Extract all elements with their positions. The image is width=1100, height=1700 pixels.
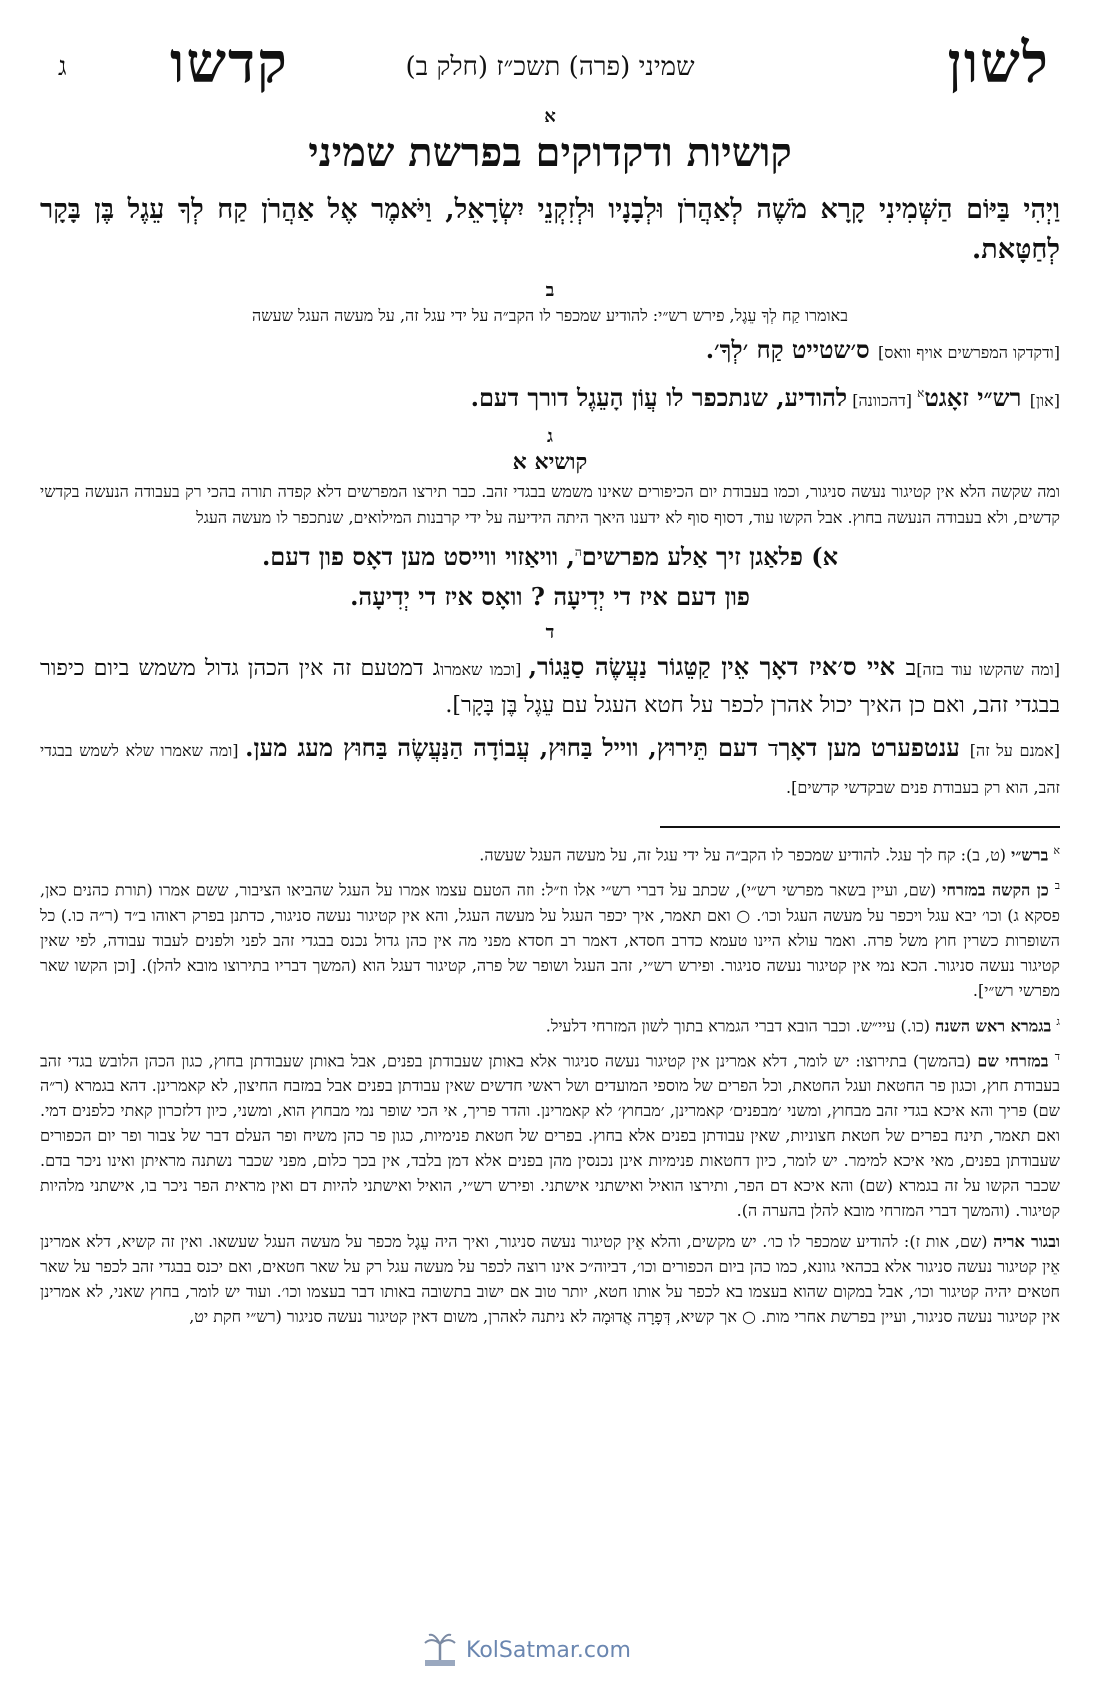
watermark-logo: [420, 1628, 680, 1672]
section-marker-a: א: [544, 106, 556, 127]
kushya-line-1-rest: , וויאַזוי ווייסט מען דאָס פון דעם.: [261, 542, 575, 571]
footnote-item: [40, 1009, 1060, 1038]
footnote-ref-c[interactable]: ג: [432, 656, 440, 681]
footnote-lead: בגמרא ראש השנה: [935, 1015, 1052, 1035]
footnote-text: (שם, אות ז): להודיע שמכפר לו כו׳. יש מקשים, והלא אֵין קטיגור נעשה סניגור, ואיך היה עֵגֶל מכפר על מעשה העגל שעשאו. ואין זה קשיא, דלא אמרינן אֵין קטיגור נעשה סניגור אלא בכהאי גוונא, כמו כהן ביום הכפורים וכו׳, דביוה״כ אינו רוצה לכפר על מעשה עגל רק על שאר חטאים, ואם יכנס בבגדי זהב לכפר על שאר חטאים יהיה קטיגור וכו׳, אבל במקום שהוא בעצמו בא לכפר על אותו חטא, יותר טוב אם ישוב בתשובה באותו דבר בעצמו וכו׳. ועוד יש לומר, בחוץ שאני, לא אמרינן אין קטיגור נעשה סניגור, ועיין בפרשת אחרי מות. ○ אך קשיא, דְּפָרָה אֲדוּמָה לא ניתנה לאהרן, משום דאין קטיגור נעשה סניגור (רש״י חקת יט,: [40, 1232, 1061, 1327]
footnote-item: [40, 1044, 1060, 1223]
section-d-paragraph-1: [40, 649, 1060, 724]
kushya-title: קושיא א: [512, 449, 588, 475]
section-b-line-2-text: להודיע, שנתכפר לו עֲוֹן הָעֵגֶל דורך דעם.: [470, 383, 848, 412]
palm-tree-icon: [420, 1630, 460, 1670]
bracket-note: [ודקדקו המפרשים אויף וואס]: [878, 343, 1060, 362]
footnote-item: [40, 838, 1060, 867]
bracket-note: [ומה שהקשו עוד בזה]: [916, 660, 1061, 679]
bracket-note: [און]: [1029, 391, 1060, 410]
masthead: [40, 30, 1060, 100]
footnote-mark: א: [1053, 844, 1060, 857]
footnote-text: (שם, ועיין בשאר מפרשי רש״י), שכתב על דברי רש״י אלו וז״ל: וזה הטעם עצמו אמרו על העגל שהביאו הציבור, ששם אמרו (תורת כהנים כאן, פסקא ג) וכו׳ יבא עגל ויכפר על מעשה העגל וכו׳. ○ ואם תאמר, איך יכפר העגל על מעשה העגל, והא אין קטיגור נעשה סניגור, כדתנן בפרק ראוהו ב״ד (ר״ה כו.) כל השופרות כשרין חוץ משל פרה. ואמר עולא היינו טעמא כדרב חסדא, דאמר רב חסדא מפני מה אין כהן גדול נכנס בבגדי זהב לפני ולפנים לעבוד עבודה, לפי שאין קטיגור נעשה סניגור. הכא נמי אין קטיגור נעשה סניגור. ופירש רש״י, זהב העגל ושופר של פרה, קטיגור דעגל הוא (המשך דבריו בתירוצו מובא להלן). [וכן הקשו שאר מפרשי רש״י].: [40, 880, 1061, 1000]
footnote-divider: [660, 826, 1060, 828]
footnote-item: [40, 873, 1060, 1002]
kushya-line-1-text: א) פלאַגן זיך אַלע מפרשים: [581, 542, 839, 571]
section-d-p2-bold2: דעם תֵּירוּץ, ווייל בַּחוּץ, עֲבוֹדָה הַנַּעֲשֶׂה בַּחוּץ מעג מען.: [245, 733, 768, 762]
kushya-line-2: פון דעם איז די יְדִיעָה ? וואָס איז די יְדִיעָה.: [350, 582, 750, 611]
section-b-line-2: [40, 374, 1060, 420]
section-b-line-1: [40, 331, 1060, 372]
footnote-text: (ט, ב): קח לך עגל. להודיע שמכפר לו הקב״ה על ידי עגל זה, על מעשה העגל שעשה.: [479, 845, 1012, 865]
footnote-ref-b[interactable]: ב: [905, 656, 917, 681]
footnote-mark: ד: [1054, 1049, 1061, 1063]
footnote-lead: כן הקשה במזרחי: [942, 880, 1049, 900]
page-title: קושיות ודקדוקים בפרשת שמיני: [308, 129, 792, 176]
footnote-text: (בהמשך) בתירוצו: יש לומר, דלא אמרינן אין קטיגור נעשה סניגור אלא באותן שעבודתן בפנים, אבל באותן שעבודתן בחוץ, כגון הכהן הלובש בגדי זהב בעבודת חוץ, וכגון פר החטאת ועגל החטאת, וכל הפרים של מוספי המועדים ושל ראשי חדשים שאין עבודתן בפנים אבל במזבח החיצון, לא קאמרינן. דהא בגמרא (ר״ה שם) פריך והא איכא בגדי זהב מבחוץ, ומשני ׳מבפנים׳ קאמרינן, ׳מבחוץ׳ לא קאמרינן. והדר פריך, אי הכי שופר נמי מבחוץ הוא, ומשני, כיון דלזכרון קאתי כלפנים דמי. ואם תאמר, תינח בפרים של חטאת חצוניות, שאין עבודתן בפנים אלא בחוץ. בפרים של חטאת פנימיות, כגון פר כהן משיח ופר העלם דבר של צבור ופר יום הכפורים שעבודתן בפנים, מאי איכא למימר. יש לומר, כיון דחטאות פנימיות אינן נכנסין מהן בפנים אלא דמן בלבד, אין בכך כלום, מפני שכבר נשתנה מראיתן ואינו ניכר בדם. שכבר הקשו על זה בגמרא (שם) והא איכא דם הפר, ותירצו הואיל ואישתני אישתני. ופירש רש״י, הואיל ואישתני להיות דם ואין מראית הפר ניכר בו, אישתני מלהיות קטיגור. (והמשך דברי המזרחי מובא להלן בהערה ה).: [40, 1051, 1061, 1221]
kushya-text: ומה שקשה הלא אין קטיגור נעשה סניגור, וכמו בעבודת יום הכיפורים שאינו משמש בבגדי זהב. כבר תירצו המפרשים דלא קפדה תורה בהכי רק בעבודה הנעשה בקדשי קדשים, ולא בעבודה הנעשה בחוץ. אבל הקשו עוד, דסוף סוף לא ידענו היאך היתה הידיעה על ידי קרבנות המילואים, שנתכפר לו מעשה העגל: [40, 482, 1060, 527]
footnote-ref-he[interactable]: ה: [574, 545, 582, 559]
section-b-line-1-text: ס׳שטייט קַח ׳לְךָ׳.: [705, 335, 879, 364]
section-d-p2-rest: [ומה שאמרו שלא לשמש בבגדי זהב, הוא רק בעבודת פנים שבקדשי קדשים].: [40, 741, 1060, 797]
section-marker-d: ד: [545, 622, 555, 643]
footnote-mark: ג: [1056, 1014, 1060, 1028]
footnote-ref-a[interactable]: א: [917, 386, 925, 400]
footnotes: [40, 838, 1060, 1329]
footnote-lead: ברש״י: [1011, 845, 1049, 865]
masthead-title-left: קדשו: [170, 30, 289, 96]
section-b-line-2-bold: רש״י זאָגט: [924, 383, 1030, 412]
section-d-paragraph-2: [40, 730, 1060, 806]
footnote-mark: ב: [1054, 879, 1061, 893]
kushya-line-1: [40, 533, 1060, 576]
masthead-title-right: לשון: [947, 30, 1050, 96]
section-d-p1-rest: [וכמו שאמרו: [440, 660, 529, 679]
watermark-text: KolSatmar.com: [466, 1637, 631, 1663]
section-d-p2-bold: ענטפערט מען דאָך: [778, 733, 970, 762]
section-b-intro: באומרו קַח לְךָ עֵגֶל, פירש רש״י: להודיע שמכפר לו הקב״ה על ידי עגל זה, על מעשה העגל שעשה: [252, 306, 848, 325]
footnote-text: (כו.) עיי״ש. וכבר הובא דברי הגמרא בתוך לשון המזרחי דלעיל.: [545, 1015, 936, 1035]
masthead-subtitle: שמיני (פרה) תשכ״ז (חלק ב): [405, 52, 695, 82]
section-d-p1-bold: איי ס׳איז דאָך אֵין קַטֵּגוֹר נַעֲשֶׂה סַנֵּגוֹר,: [528, 652, 906, 681]
bracket-note: [דהכוונה]: [847, 391, 918, 410]
footnote-ref-d[interactable]: ד: [768, 737, 779, 762]
pasuk-text: וַיְהִי בַּיּוֹם הַשְּׁמִינִי קָרָא מֹשֶׁה לְאַהֲרֹן וּלְבָנָיו וּלְזִקְנֵי יִשְׂרָאֵל, וַיֹּאמֶר אֶל אַהֲרֹן קַח לְךָ עֵגֶל בֶּן בָּקָר לְחַטָּאת.: [40, 194, 1060, 265]
footnote-lead: במזרחי שם: [977, 1051, 1049, 1071]
footnote-item: [40, 1229, 1060, 1329]
footnote-lead: ובגור אריה: [993, 1232, 1060, 1252]
bracket-note: [אמנם על זה]: [969, 741, 1060, 760]
section-marker-c: ג: [547, 426, 553, 447]
section-d-p1-rest2: דמטעם זה אין הכהן גדול משמש ביום כיפור בבגדי זהב, ואם כן האיך יכול אהרן לכפר על חטא העגל עם עֵגֶל בֶּן בָּקָר].: [40, 656, 1060, 718]
page-number: ג: [58, 52, 67, 82]
section-marker-b: ב: [545, 280, 555, 301]
page: [40, 30, 1060, 1680]
